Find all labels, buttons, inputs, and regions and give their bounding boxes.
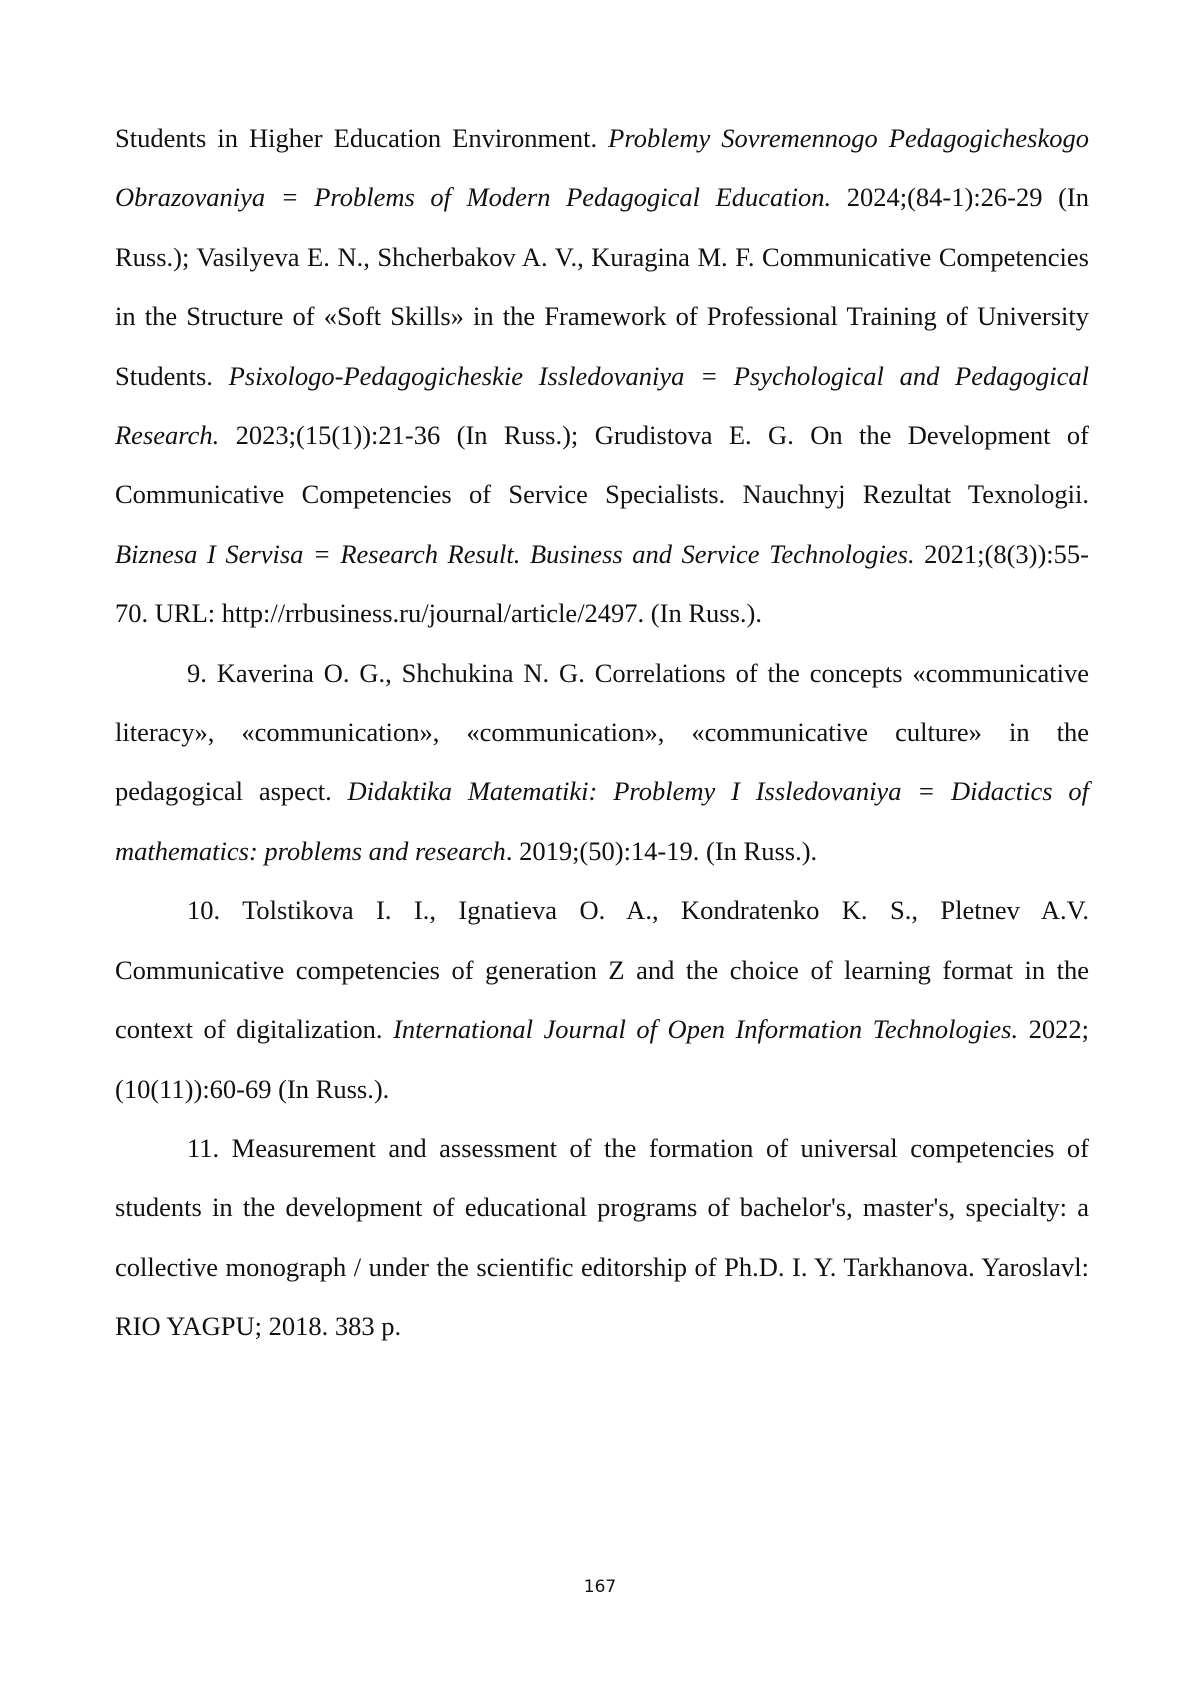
ref-8-text-2: 2024;(84-1):26-29 (In Russ.); Vasilyeva E. N., Shcherbakov A. V., Kuragina M. F. Communicative Competencies in the Structure of «Soft Skills» in the Framework of Professional Training of University Students. [115, 182, 1089, 391]
ref-8-text-4: 2021;(8(3)):55-70. URL: http://rrbusiness.ru/journal/article/2497. (In Russ.). [115, 538, 1089, 629]
reference-8-continued [115, 109, 1089, 644]
reference-11 [115, 1119, 1089, 1357]
reference-9 [115, 644, 1089, 882]
ref-8-journal-2: Psixologo-Pedagogicheskie Issledovaniya = Psychological and Pedagogical Research. [115, 360, 1089, 451]
reference-10 [115, 881, 1089, 1119]
ref-8-text-3: 2023;(15(1)):21-36 (In Russ.); Grudistova E. G. On the Development of Communicative Competencies of Service Specialists. Nauchnyj Rezultat Texnologii. [115, 420, 1089, 510]
ref-8-journal-1: Problemy Sovremennogo Pedagogicheskogo Obrazovaniya = Problems of Modern Pedagogical Education. [115, 123, 1089, 213]
ref-9-journal: Didaktika Matematiki: Problemy I Issledovaniya = Didactics of mathematics: problems and research [115, 776, 1089, 866]
ref-8-journal-3: Biznesa I Servisa = Research Result. Business and Service Technologies. [115, 538, 915, 569]
page-number: 167 [583, 1577, 617, 1597]
ref-10-text-1: 10. Tolstikova I. I., Ignatieva O. A., Kondratenko K. S., Pletnev A.V. Communicative competencies of generation Z and the choice of learning format in the context of digitalization. [115, 895, 1089, 1045]
ref-9-text-1: 9. Kaverina O. G., Shchukina N. G. Correlations of the concepts «communicative literacy», «communication», «communication», «communicative culture» in the pedagogical aspect. [115, 657, 1089, 807]
ref-10-text-2: 2022;(10(11)):60-69 (In Russ.). [115, 1014, 1089, 1104]
ref-8-text-1: Students in Higher Education Environment. [115, 123, 609, 153]
ref-11-text: 11. Measurement and assessment of the formation of universal competencies of students in the development of educational programs of bachelor's, master's, specialty: a collective monograph / under the scientific editorship of Ph.D. I. Y. Tarkhanova. Yaroslavl: RIO YAGPU; 2018. 383 p. [115, 1132, 1089, 1342]
references-list [115, 109, 1089, 1357]
ref-9-text-2: . 2019;(50):14-19. (In Russ.). [505, 835, 818, 866]
ref-10-journal: International Journal of Open Information Technologies. [393, 1014, 1019, 1045]
